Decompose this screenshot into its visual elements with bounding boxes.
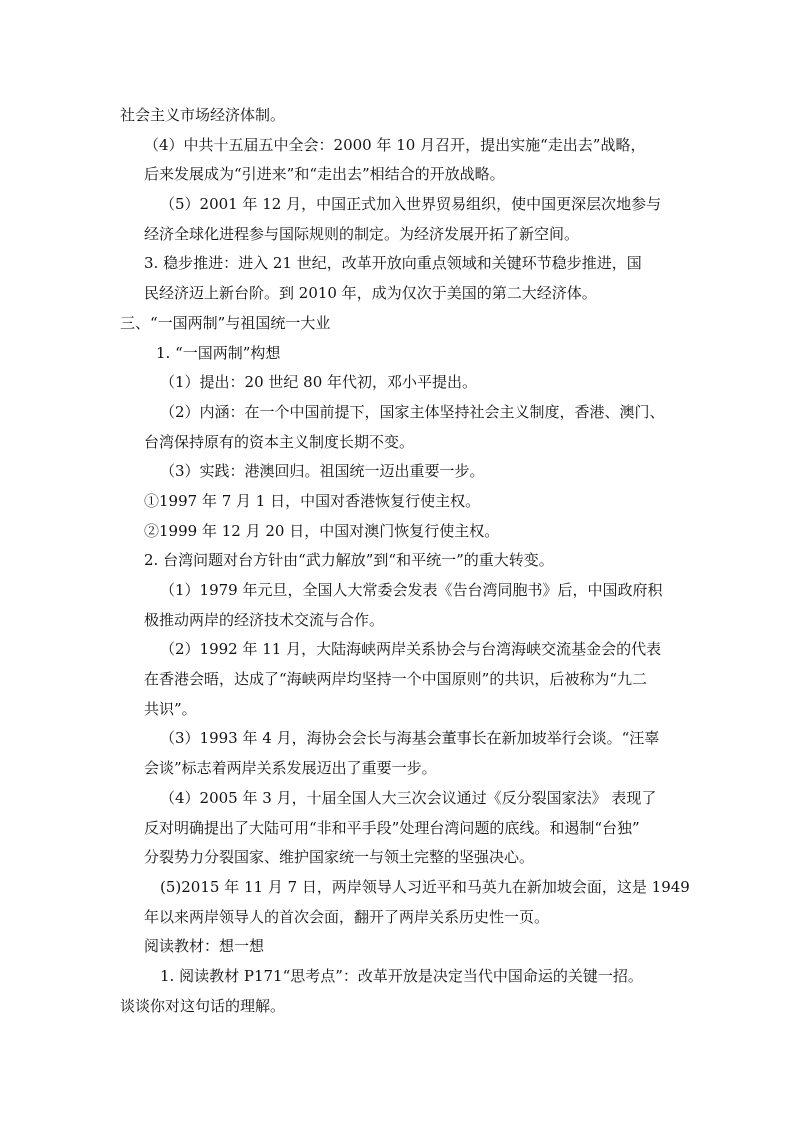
text-line: 在香港会晤，达成了“海峡两岸均坚持一个中国原则”的共识，后被称为“九二 xyxy=(144,670,648,689)
text-line: 2. 台湾问题对台方针由“武力解放”到“和平统一”的重大转变。 xyxy=(144,551,554,570)
text-line: ①1997 年 7 月 1 日，中国对香港恢复行使主权。 xyxy=(144,491,481,510)
text-line: （1）提出：20 世纪 80 年代初，邓小平提出。 xyxy=(160,373,478,392)
text-line: 1. “一国两制”构想 xyxy=(156,343,281,362)
text-line: （4）2005 年 3 月，十届全国人大三次会议通过《反分裂国家法》 表现了 xyxy=(160,788,657,807)
text-line: 阅读教材：想一想 xyxy=(144,937,265,956)
text-line: (5)2015 年 11 月 7 日，两岸领导人习近平和马英九在新加坡会面，这是 1949 xyxy=(160,877,690,896)
text-line: （2）内涵：在一个中国前提下，国家主体坚持社会主义制度，香港、澳门、 xyxy=(160,402,665,421)
text-line: （5）2001 年 12 月，中国正式加入世界贸易组织，使中国更深层次地参与 xyxy=(160,195,662,214)
text-line: 年以来两岸领导人的首次会面，翻开了两岸关系历史性一页。 xyxy=(144,907,550,926)
text-line: 社会主义市场经济体制。 xyxy=(120,106,286,124)
text-line: 极推动两岸的经济技术交流与合作。 xyxy=(144,610,385,629)
text-line: 后来发展成为“引进来”和“走出去”相结合的开放战略。 xyxy=(144,165,505,184)
text-line: 反对明确提出了大陆可用“非和平手段”处理台湾问题的底线。和遏制“台独” xyxy=(144,818,640,837)
text-line: 台湾保持原有的资本主义制度长期不变。 xyxy=(144,432,415,451)
document-body xyxy=(120,101,690,1021)
text-line: 民经济迈上新台阶。到 2010 年，成为仅次于美国的第二大经济体。 xyxy=(144,284,597,303)
text-line: 共识”。 xyxy=(144,699,197,718)
text-line: （3）实践：港澳回归。祖国统一迈出重要一步。 xyxy=(160,462,485,481)
text-line: 三、“一国两制”与祖国统一大业 xyxy=(120,313,331,332)
text-line: 1. 阅读教材 P171“思考点”：改革开放是决定当代中国命运的关键一招。 xyxy=(160,966,643,985)
text-line: 分裂势力分裂国家、维护国家统一与领土完整的坚强决心。 xyxy=(144,848,535,867)
text-line: 经济全球化进程参与国际规则的制定。为经济发展开拓了新空间。 xyxy=(144,224,580,243)
text-line: 谈谈你对这句话的理解。 xyxy=(120,996,286,1015)
text-line: （2）1992 年 11 月，大陆海峡两岸关系协会与台湾海峡交流基金会的代表 xyxy=(160,640,662,659)
text-line: （3）1993 年 4 月，海协会会长与海基会董事长在新加坡举行会谈。“汪辜 xyxy=(160,729,660,748)
text-line: 会谈”标志着两岸关系发展迈出了重要一步。 xyxy=(144,759,437,778)
text-line: 3. 稳步推进：进入 21 世纪，改革开放向重点领域和关键环节稳步推进，国 xyxy=(144,254,642,273)
text-line: （4）中共十五届五中全会：2000 年 10 月召开，提出实施“走出去”战略， xyxy=(144,135,646,154)
text-line: ②1999 年 12 月 20 日，中国对澳门恢复行使主权。 xyxy=(144,521,500,540)
text-line: （1）1979 年元旦，全国人大常委会发表《告台湾同胞书》后，中国政府积 xyxy=(160,581,663,599)
